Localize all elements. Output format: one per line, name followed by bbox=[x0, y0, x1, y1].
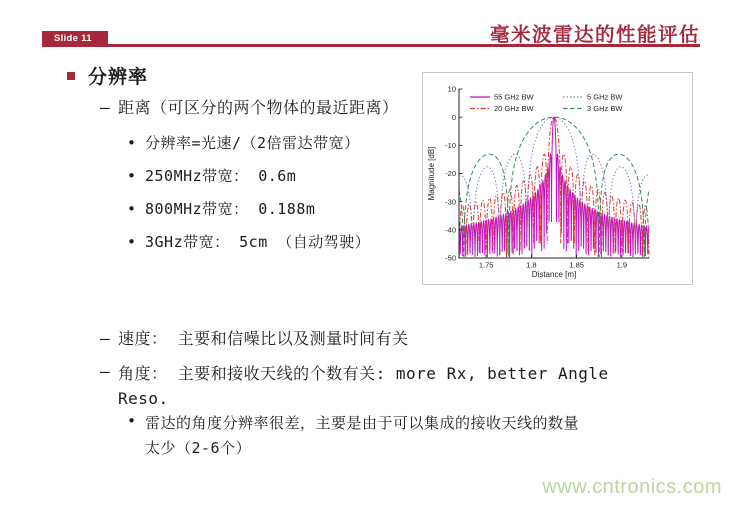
svg-text:20 GHz BW: 20 GHz BW bbox=[494, 104, 534, 114]
dash-marker: – bbox=[100, 98, 111, 117]
slide-number-badge: Slide 11 bbox=[42, 31, 108, 46]
dash-marker: – bbox=[100, 329, 111, 348]
bullet-text: 250MHz带宽： 0.6m bbox=[145, 167, 297, 185]
svg-text:Magnitude [dB]: Magnitude [dB] bbox=[427, 146, 436, 201]
square-bullet-icon bbox=[67, 72, 75, 80]
svg-text:1.75: 1.75 bbox=[478, 260, 494, 270]
bullet-line: 角度： 主要和接收天线的个数有关: more Rx, better Angle bbox=[118, 364, 609, 383]
bullet-3ghz bbox=[127, 232, 370, 253]
dot-marker: • bbox=[127, 167, 137, 185]
bullet-text: 速度： 主要和信噪比以及测量时间有关 bbox=[118, 329, 409, 348]
svg-text:-20: -20 bbox=[445, 169, 456, 179]
bullet-velocity bbox=[100, 328, 409, 350]
bullet-text bbox=[145, 411, 579, 461]
svg-text:55 GHz BW: 55 GHz BW bbox=[494, 92, 534, 102]
svg-text:10: 10 bbox=[447, 84, 456, 94]
page-title: 毫米波雷达的性能评估 bbox=[489, 24, 700, 46]
bullet-formula bbox=[127, 133, 360, 154]
svg-text:-40: -40 bbox=[445, 225, 456, 235]
svg-text:1.8: 1.8 bbox=[526, 260, 537, 270]
dot-marker: • bbox=[127, 134, 137, 152]
dot-marker: • bbox=[127, 412, 137, 430]
bullet-angle bbox=[100, 361, 609, 411]
dot-marker: • bbox=[127, 200, 137, 218]
bullet-line: Reso. bbox=[118, 389, 169, 408]
bullet-text: 3GHz带宽： 5cm （自动驾驶） bbox=[145, 233, 371, 251]
svg-text:-30: -30 bbox=[445, 197, 456, 207]
bullet-800mhz bbox=[127, 199, 315, 220]
watermark-url: www.cntronics.com bbox=[542, 476, 722, 498]
svg-text:-50: -50 bbox=[445, 253, 456, 263]
dash-marker: – bbox=[100, 362, 111, 381]
svg-text:5 GHz BW: 5 GHz BW bbox=[587, 92, 623, 102]
svg-text:1.9: 1.9 bbox=[616, 260, 628, 270]
range-resolution-chart bbox=[422, 72, 693, 285]
svg-text:1.85: 1.85 bbox=[569, 260, 584, 270]
bullet-text: 800MHz带宽： 0.188m bbox=[145, 200, 316, 218]
svg-text:3 GHz BW: 3 GHz BW bbox=[587, 104, 623, 114]
heading-row bbox=[67, 62, 148, 89]
svg-text:Distance [m]: Distance [m] bbox=[531, 270, 577, 279]
bullet-line: 太少（2-6个） bbox=[145, 439, 252, 457]
bullet-distance bbox=[100, 97, 399, 119]
bullet-250mhz bbox=[127, 166, 296, 187]
chart-canvas bbox=[423, 73, 692, 284]
bullet-line: 雷达的角度分辨率很差，主要是由于可以集成的接收天线的数量 bbox=[145, 414, 580, 432]
dot-marker: • bbox=[127, 233, 137, 251]
bullet-text: 距离（可区分的两个物体的最近距离） bbox=[118, 98, 399, 117]
svg-text:0: 0 bbox=[451, 112, 456, 122]
svg-text:-10: -10 bbox=[445, 140, 456, 150]
heading-resolution: 分辨率 bbox=[88, 66, 149, 88]
bullet-text bbox=[118, 361, 609, 411]
bullet-angle-note bbox=[127, 411, 579, 461]
bullet-text: 分辨率=光速/（2倍雷达带宽） bbox=[145, 134, 360, 152]
